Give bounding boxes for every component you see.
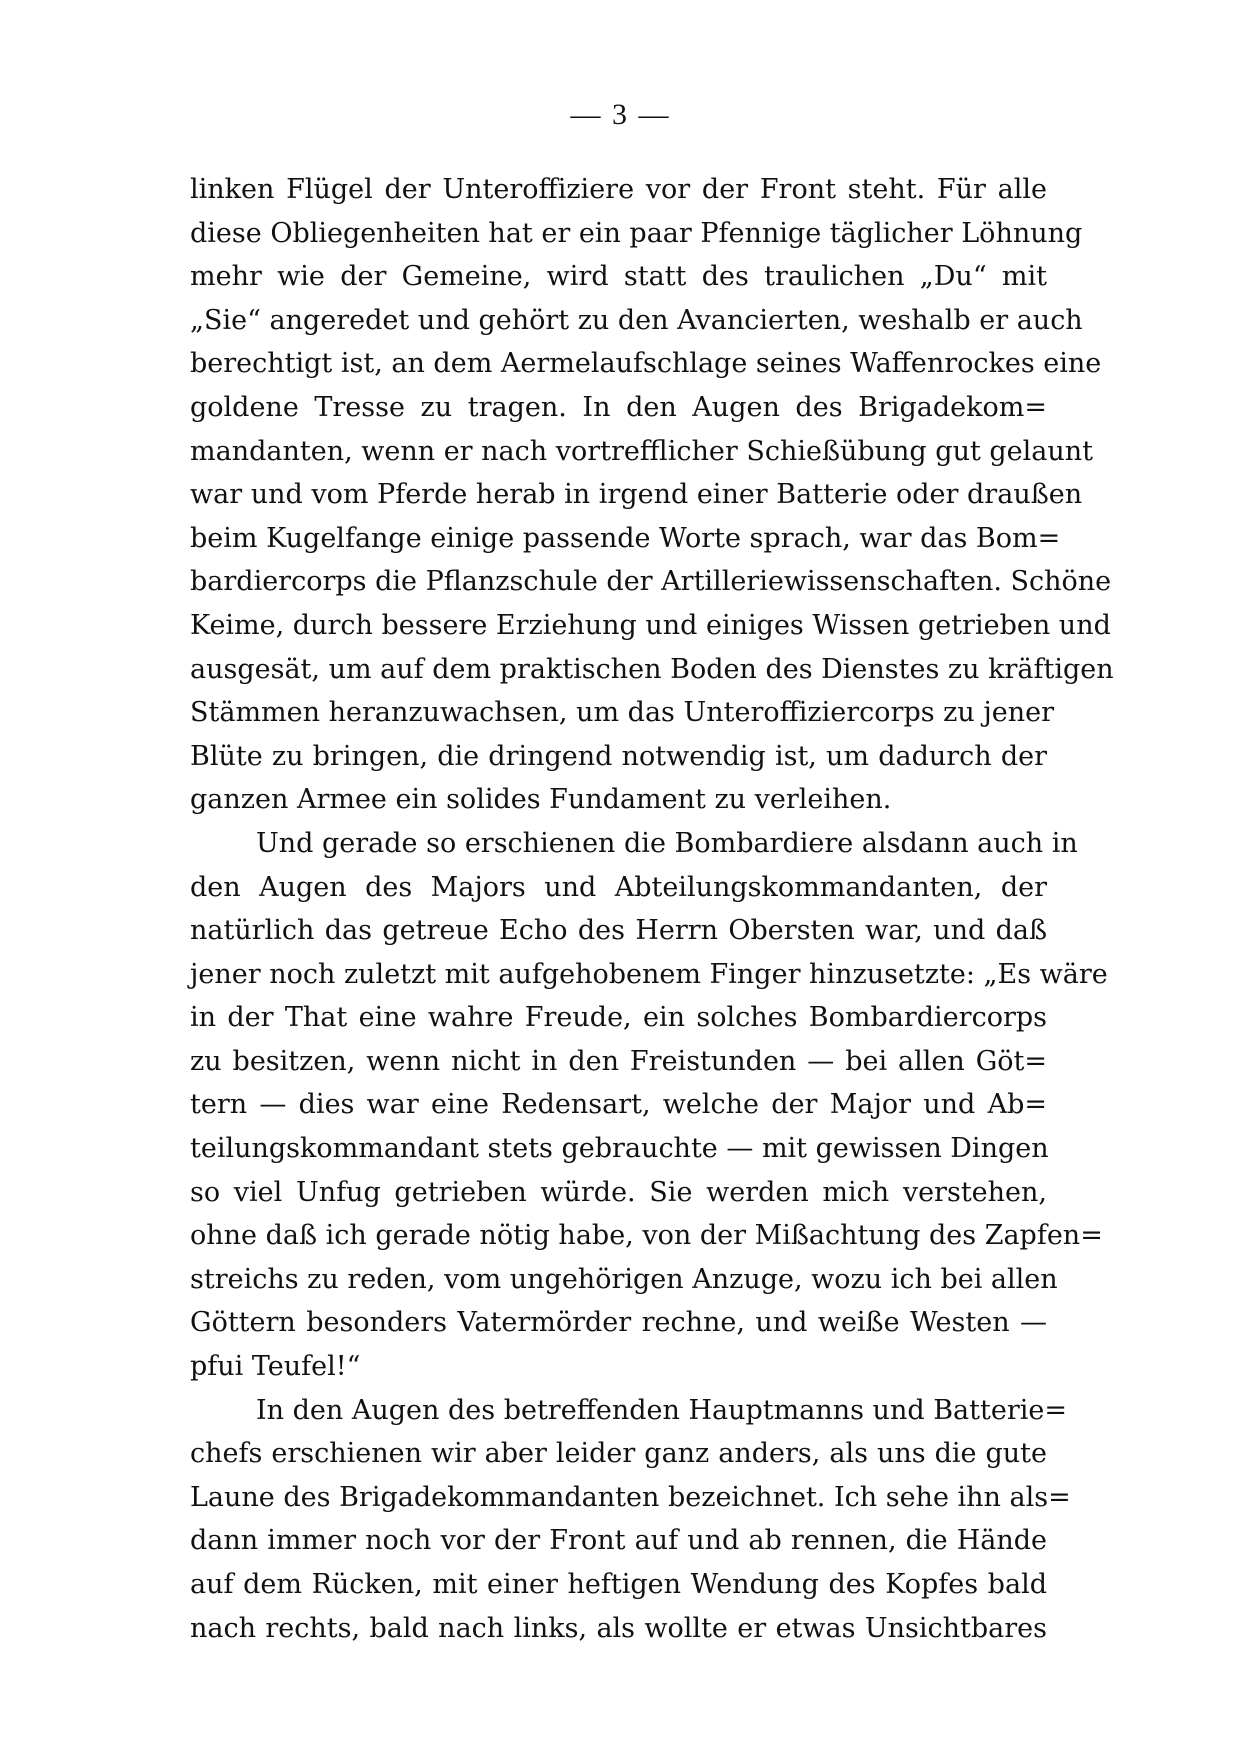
text-line: pfui Teufel!“ — [190, 1351, 361, 1383]
paragraph-3 — [190, 1389, 1071, 1651]
text-line: war und vom Pferde herab in irgend einer Batterie oder draußen — [190, 479, 1083, 511]
text-line: mehr wie der Gemeine, wird statt des traulichen „Du“ mit — [190, 261, 1047, 293]
text-line: teilungskommandant stets gebrauchte — mit gewissen Dingen — [190, 1133, 1049, 1165]
page-number: — 3 — — [570, 98, 671, 131]
text-line: beim Kugelfange einige passende Worte sprach, war das Bom= — [190, 522, 1061, 554]
text-line: nach rechts, bald nach links, als wollte er etwas Unsichtbares — [190, 1612, 1047, 1644]
paragraph-2 — [190, 822, 1108, 1389]
text-line: Stämmen heranzuwachsen, um das Unteroffiziercorps zu jener — [190, 697, 1054, 729]
text-line: natürlich das getreue Echo des Herrn Obersten war, und daß — [190, 915, 1047, 947]
text-line: so viel Unfug getrieben würde. Sie werden mich verstehen, — [190, 1176, 1047, 1208]
text-line: Laune des Brigadekommandanten bezeichnet. Ich sehe ihn als= — [190, 1481, 1071, 1513]
text-line: ganzen Armee ein solides Fundament zu verleihen. — [190, 784, 892, 816]
text-line: diese Obliegenheiten hat er ein paar Pfennige täglicher Löhnung — [190, 217, 1083, 249]
text-line: ausgesät, um auf dem praktischen Boden des Dienstes zu kräftigen — [190, 653, 1114, 685]
text-line: ohne daß ich gerade nötig habe, von der Mißachtung des Zapfen= — [190, 1220, 1103, 1252]
text-line: dann immer noch vor der Front auf und ab rennen, die Hände — [190, 1525, 1047, 1557]
body-text — [190, 168, 1114, 1650]
text-line: bardiercorps die Pflanzschule der Artilleriewissenschaften. Schöne — [190, 566, 1112, 598]
text-line: streichs zu reden, vom ungehörigen Anzuge, wozu ich bei allen — [190, 1263, 1058, 1295]
text-line: mandanten, wenn er nach vortrefflicher Schießübung gut gelaunt — [190, 435, 1094, 467]
text-line: Keime, durch bessere Erziehung und einiges Wissen getrieben und — [190, 609, 1111, 641]
text-line: auf dem Rücken, mit einer heftigen Wendung des Kopfes bald — [190, 1569, 1047, 1600]
text-line: Und gerade so erschienen die Bombardiere alsdann auch in — [256, 827, 1078, 859]
text-line: berechtigt ist, an dem Aermelaufschlage seines Waffenrockes eine — [190, 348, 1102, 380]
text-line: den Augen des Majors und Abteilungskommandanten, der — [190, 871, 1047, 903]
text-line: goldene Tresse zu tragen. In den Augen des Brigadekom= — [190, 391, 1047, 423]
text-line: linken Flügel der Unteroffiziere vor der Front steht. Für alle — [190, 174, 1047, 205]
text-line: tern — dies war eine Redensart, welche der Major und Ab= — [190, 1089, 1047, 1121]
text-line: Göttern besonders Vatermörder rechne, und weiße Westen — — [190, 1307, 1047, 1339]
text-line: in der That eine wahre Freude, ein solches Bombardiercorps — [190, 1002, 1047, 1034]
text-line: Blüte zu bringen, die dringend notwendig ist, um dadurch der — [190, 740, 1047, 772]
text-line: In den Augen des betreffenden Hauptmanns und Batterie= — [256, 1394, 1067, 1426]
paragraph-1 — [190, 168, 1114, 822]
text-line: jener noch zuletzt mit aufgehobenem Finger hinzusetzte: „Es wäre — [190, 958, 1108, 990]
text-line: chefs erschienen wir aber leider ganz anders, als uns die gute — [190, 1438, 1047, 1470]
text-line: zu besitzen, wenn nicht in den Freistunden — bei allen Göt= — [190, 1045, 1047, 1077]
text-line: „Sie“ angeredet und gehört zu den Avancierten, weshalb er auch — [190, 304, 1083, 336]
